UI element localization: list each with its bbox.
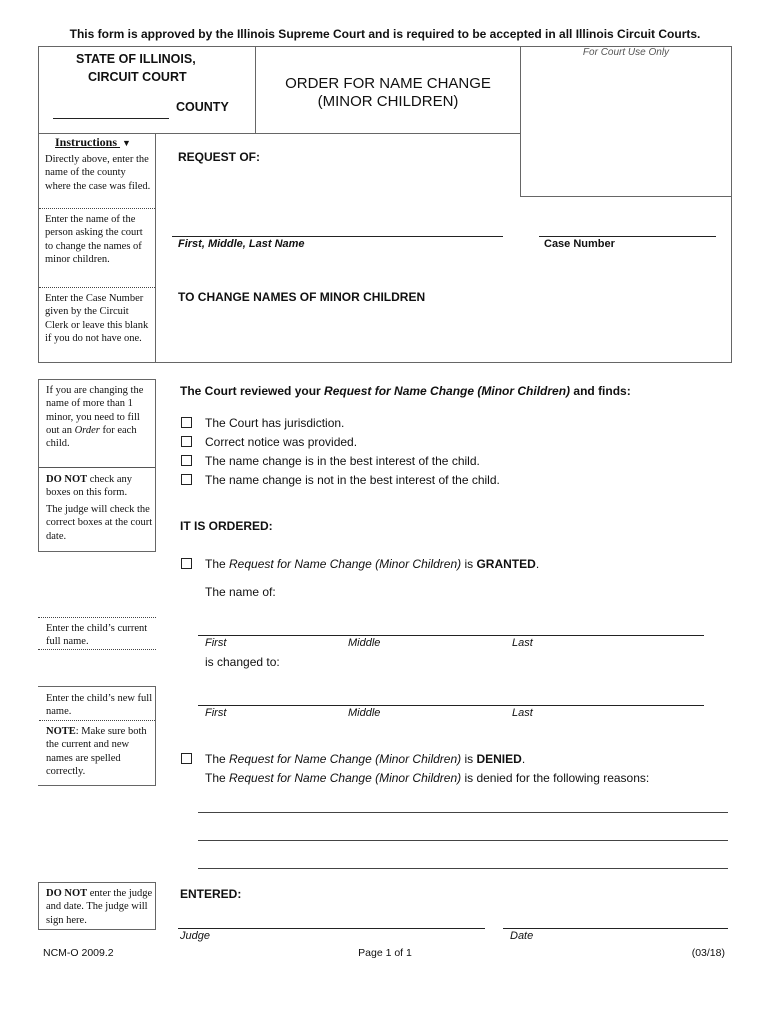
instruction-separator bbox=[39, 467, 155, 468]
instruction-multiple-minors-tail: for each child. bbox=[46, 424, 137, 450]
instruction-do-not-enter bbox=[46, 887, 154, 927]
findings-intro-em: Request for Name Change (Minor Children) bbox=[324, 384, 571, 398]
note-bold: NOTE bbox=[46, 726, 76, 737]
changed-to-label: is changed to: bbox=[205, 655, 280, 669]
granted-em: Request for Name Change (Minor Children) bbox=[229, 557, 462, 571]
judge-caption: Judge bbox=[180, 930, 210, 942]
current-middle-caption: Middle bbox=[348, 637, 381, 649]
requester-name-caption: First, Middle, Last Name bbox=[178, 238, 305, 250]
case-number-line[interactable] bbox=[539, 236, 716, 237]
circuit-court-label: CIRCUIT COURT bbox=[88, 70, 187, 84]
ordered-heading: IT IS ORDERED: bbox=[180, 519, 273, 533]
denied-bold: DENIED bbox=[476, 752, 522, 766]
findings-intro-pre: The Court reviewed your bbox=[180, 384, 325, 398]
form-title-line2: (MINOR CHILDREN) bbox=[317, 93, 459, 110]
finding-best-interest: The name change is in the best interest of the child. bbox=[205, 454, 480, 468]
granted-checkbox[interactable] bbox=[181, 558, 192, 569]
findings-intro-post: and finds: bbox=[570, 384, 631, 398]
finding-checkbox-jurisdiction[interactable] bbox=[181, 417, 192, 428]
court-use-label: For Court Use Only bbox=[582, 47, 670, 58]
entered-label: ENTERED: bbox=[180, 887, 242, 901]
do-not-check-text: check any boxes on this form. bbox=[46, 474, 133, 499]
name-of-label: The name of: bbox=[205, 585, 276, 599]
court-use-bottom-line bbox=[520, 196, 732, 197]
do-not-enter-text: enter the judge and date. The judge will sign here. bbox=[46, 888, 153, 926]
instruction-separator bbox=[39, 208, 155, 209]
new-first-caption: First bbox=[205, 707, 227, 719]
request-purpose: TO CHANGE NAMES OF MINOR CHILDREN bbox=[178, 290, 426, 304]
county-input-line[interactable] bbox=[53, 118, 169, 119]
instruction-separator bbox=[39, 287, 155, 288]
finding-checkbox-notice[interactable] bbox=[181, 436, 192, 447]
finding-checkbox-best-interest[interactable] bbox=[181, 455, 192, 466]
do-not-enter-bold: DO NOT bbox=[46, 888, 88, 899]
instruction-new-name: Enter the child’s new full name. bbox=[46, 693, 153, 718]
instruction-separator bbox=[39, 720, 155, 721]
granted-pre: The bbox=[205, 557, 230, 571]
court-use-divider bbox=[520, 46, 521, 196]
form-title-line1: ORDER FOR NAME CHANGE bbox=[285, 75, 491, 92]
denied-reason-line[interactable] bbox=[198, 868, 728, 869]
instruction-note bbox=[46, 725, 152, 778]
caret-down-icon[interactable]: ▼ bbox=[122, 138, 131, 148]
denied-em: Request for Name Change (Minor Children) bbox=[229, 752, 462, 766]
finding-jurisdiction: The Court has jurisdiction. bbox=[205, 416, 345, 430]
page-number: Page 1 of 1 bbox=[358, 947, 412, 959]
form-title bbox=[256, 75, 520, 111]
instruction-requester: Enter the name of the person asking the court to change the names of minor children. bbox=[45, 214, 143, 265]
note-text: : Make sure both the current and new names are spelled correctly. bbox=[46, 726, 147, 777]
revision-date: (03/18) bbox=[691, 947, 725, 959]
instruction-current-name: Enter the child’s current full name. bbox=[46, 623, 148, 648]
new-middle-caption: Middle bbox=[348, 707, 381, 719]
form-approval-notice: This form is approved by the Illinois Supreme Court and is required to be accepted in all Illinois Circuit Courts. bbox=[69, 27, 701, 41]
reasons-em: Request for Name Change (Minor Children) bbox=[229, 771, 462, 785]
granted-post: . bbox=[535, 557, 540, 571]
date-line[interactable] bbox=[503, 928, 728, 929]
new-last-caption: Last bbox=[512, 707, 533, 719]
judge-signature-line[interactable] bbox=[178, 928, 485, 929]
case-number-caption: Case Number bbox=[544, 238, 615, 250]
granted-statement bbox=[205, 557, 539, 571]
finding-not-best-interest: The name change is not in the best interest of the child. bbox=[205, 473, 500, 487]
denied-pre: The bbox=[205, 752, 230, 766]
findings-intro bbox=[180, 384, 631, 398]
requester-name-line[interactable] bbox=[172, 236, 503, 237]
denied-mid: is bbox=[461, 752, 477, 766]
denied-reasons-label bbox=[205, 771, 649, 785]
county-label: COUNTY bbox=[176, 100, 229, 114]
granted-mid: is bbox=[461, 557, 477, 571]
granted-bold: GRANTED bbox=[476, 557, 536, 571]
instructions-heading[interactable] bbox=[55, 135, 131, 150]
instruction-multiple-minors bbox=[46, 384, 154, 450]
instruction-case-number: Enter the Case Number given by the Circuit Clerk or leave this blank if you do not have one. bbox=[45, 293, 149, 344]
denied-checkbox[interactable] bbox=[181, 753, 192, 764]
denied-statement bbox=[205, 752, 525, 766]
finding-checkbox-not-best-interest[interactable] bbox=[181, 474, 192, 485]
denied-post: . bbox=[521, 752, 526, 766]
instruction-multiple-minors-text: If you are changing the name of more than 1 minor, you need to fill out an bbox=[46, 385, 144, 436]
instruction-multiple-minors-em: Order bbox=[74, 424, 100, 436]
instructions-heading-text: Instructions bbox=[55, 135, 118, 149]
current-last-caption: Last bbox=[512, 637, 533, 649]
current-first-caption: First bbox=[205, 637, 227, 649]
form-id: NCM-O 2009.2 bbox=[43, 947, 114, 959]
reasons-post: is denied for the following reasons: bbox=[461, 771, 650, 785]
current-name-line[interactable] bbox=[198, 635, 704, 636]
state-label: STATE OF ILLINOIS, bbox=[76, 52, 196, 66]
request-of-label: REQUEST OF: bbox=[178, 150, 261, 164]
reasons-pre: The bbox=[205, 771, 230, 785]
instruction-judge-will-check: The judge will check the correct boxes at the court date. bbox=[46, 504, 153, 542]
instruction-county: Directly above, enter the name of the county where the case was filed. bbox=[45, 154, 151, 192]
denied-reason-line[interactable] bbox=[198, 812, 728, 813]
date-caption: Date bbox=[510, 930, 534, 942]
finding-notice: Correct notice was provided. bbox=[205, 435, 358, 449]
denied-reason-line[interactable] bbox=[198, 840, 728, 841]
do-not-check-bold: DO NOT bbox=[46, 474, 88, 485]
new-name-line[interactable] bbox=[198, 705, 704, 706]
instruction-do-not-check bbox=[46, 473, 154, 500]
